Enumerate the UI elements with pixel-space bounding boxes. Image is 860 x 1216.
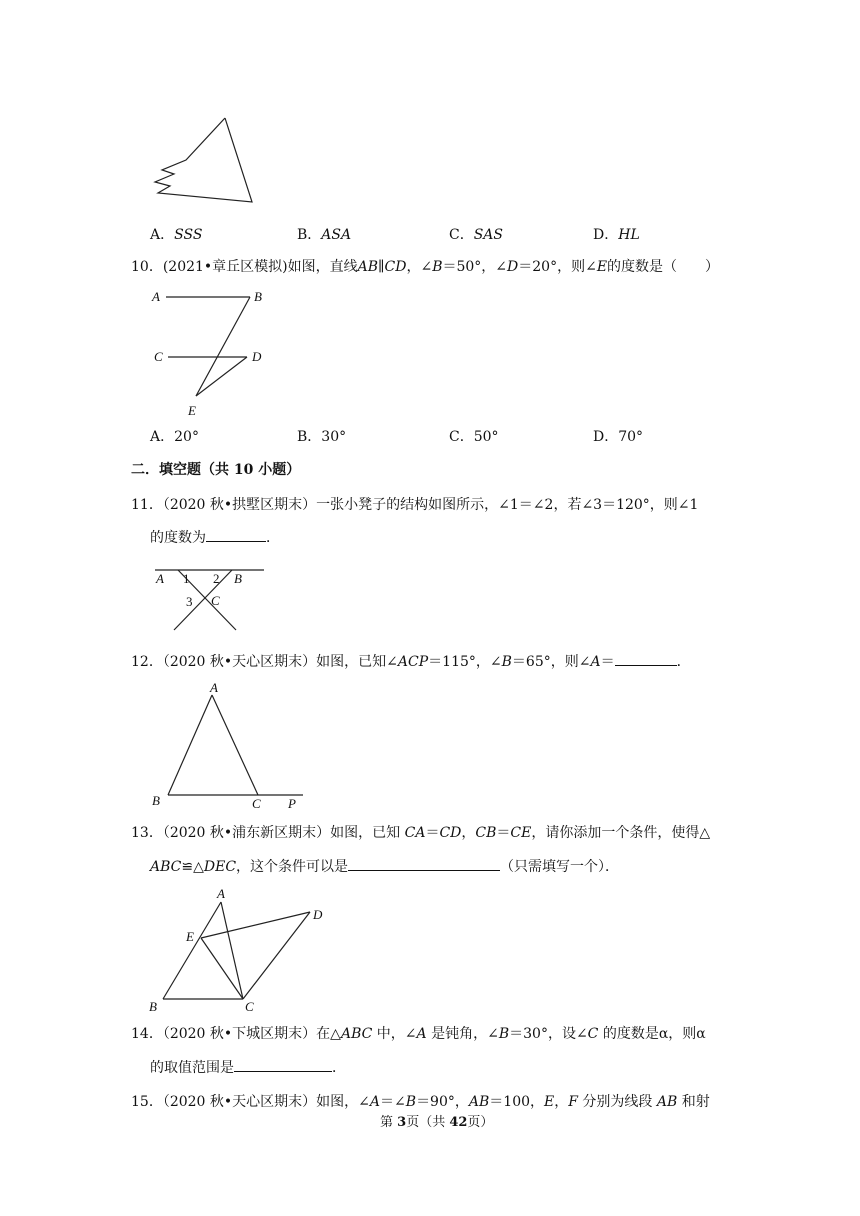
q13-figure <box>145 885 335 1014</box>
q10-segment-be <box>196 297 250 396</box>
q11-stem-line2: 的度数为 ． <box>150 527 280 548</box>
q9-option-c: C．SAS <box>449 227 504 243</box>
q11-label-3: 3 <box>186 594 193 609</box>
q15-stem-line1: 15．（2020 秋•天心区期末）如图，∠A＝∠B＝90°，AB＝100，E，F 分别为线段 AB 和射 <box>131 1094 710 1110</box>
q12-side-ac <box>212 695 258 795</box>
q13-side-ab <box>163 902 221 999</box>
q11-answer-blank[interactable] <box>206 527 266 542</box>
q10-label-c: C <box>154 349 163 364</box>
q13-label-b: B <box>149 999 157 1014</box>
q11-label-b: B <box>234 571 242 586</box>
q12-label-a: A <box>210 680 218 695</box>
q10-figure <box>148 283 278 423</box>
q14-stem-line2: 的取值范围是 ． <box>150 1057 346 1078</box>
q9-option-b: B．ASA <box>297 227 352 243</box>
q10-option-a: A．20° <box>150 429 199 445</box>
q11-label-2: 2 <box>213 571 220 586</box>
q13-label-d: D <box>313 907 323 922</box>
q12-figure <box>148 680 308 812</box>
q9-option-d: D．HL <box>593 227 640 243</box>
q10-option-b: B．30° <box>297 429 347 445</box>
q12-label-b: B <box>152 793 160 808</box>
q10-stem: 10．(2021•章丘区模拟)如图，直线AB∥CD，∠B＝50°，∠D＝20°，则∠E的度数是（ ） <box>131 259 720 275</box>
q11-label-a: A <box>156 571 164 586</box>
q13-label-e: E <box>186 929 194 944</box>
q14-stem-line1: 14．（2020 秋•下城区期末）在△ABC 中，∠A 是钝角，∠B＝30°，设∠C 的度数是α，则α <box>131 1026 706 1042</box>
q11-label-c: C <box>211 593 220 608</box>
q10-segment-de <box>196 357 247 396</box>
q10-option-c: C．50° <box>449 429 499 445</box>
section-fill-blank-title: 二．填空题（共 10 小题） <box>131 462 301 478</box>
q14-answer-blank[interactable] <box>234 1057 332 1072</box>
page-footer: 第 3页（共 42页） <box>380 1115 494 1130</box>
q12-label-p: P <box>288 796 296 811</box>
q11-figure <box>150 562 270 634</box>
q9-triangle-outline <box>155 118 252 202</box>
q13-side-ec <box>201 938 243 999</box>
q10-label-b: B <box>254 289 262 304</box>
q12-label-c: C <box>252 796 261 811</box>
q9-figure <box>150 112 260 207</box>
q11-stem-line1: 11．（2020 秋•拱墅区期末）一张小凳子的结构如图所示，∠1＝∠2，若∠3＝120°，则∠1 <box>131 497 699 513</box>
q10-option-d: D．70° <box>593 429 644 445</box>
q13-label-c: C <box>245 999 254 1014</box>
q13-side-ac <box>221 902 243 999</box>
q11-label-1: 1 <box>183 571 190 586</box>
q9-option-a: A．SSS <box>150 227 203 243</box>
q13-label-a: A <box>217 886 225 901</box>
q12-stem: 12．（2020 秋•天心区期末）如图，已知∠ACP＝115°，∠B＝65°，则∠A＝ ． <box>131 651 691 672</box>
q10-label-a: A <box>152 289 160 304</box>
q10-label-d: D <box>252 349 262 364</box>
q13-stem-line1: 13．（2020 秋•浦东新区期末）如图，已知 CA＝CD，CB＝CE，请你添加一个条件，使得△ <box>131 825 711 841</box>
q12-answer-blank[interactable] <box>615 651 677 666</box>
q13-stem-line2: ABC≌△DEC，这个条件可以是 （只需填写一个）． <box>150 856 619 877</box>
q13-answer-blank[interactable] <box>348 856 500 871</box>
q10-label-e: E <box>188 403 196 418</box>
q12-side-ab <box>168 695 212 795</box>
